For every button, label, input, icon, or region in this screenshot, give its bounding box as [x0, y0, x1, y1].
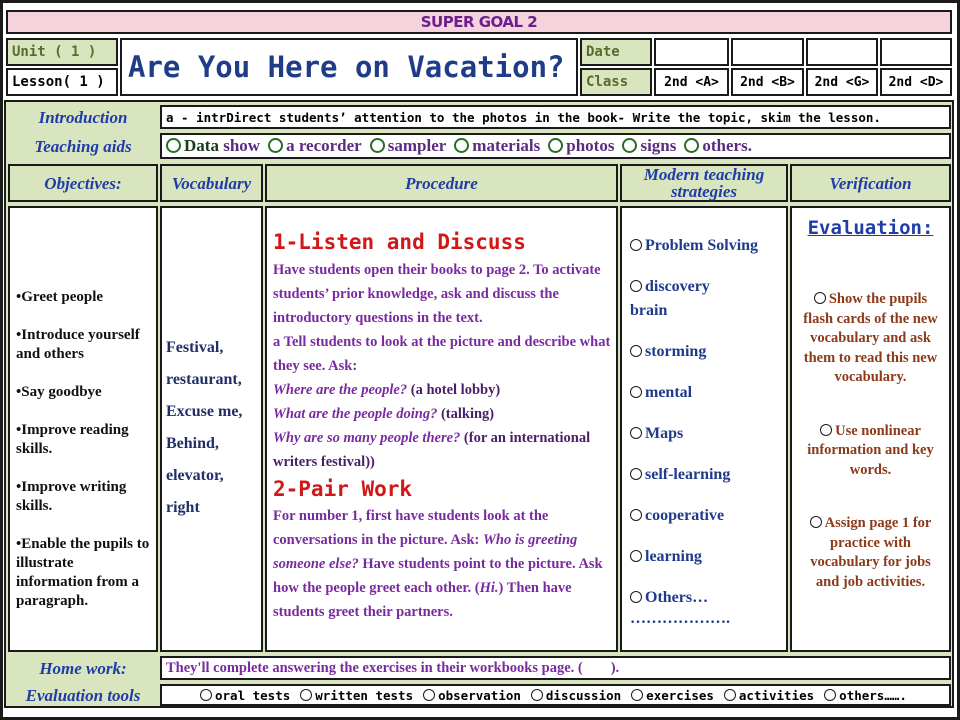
aid-sampler[interactable]	[370, 136, 447, 156]
objective-item: •Enable the pupils to illustrate information from a paragraph.	[16, 536, 150, 609]
aid-signs[interactable]	[622, 136, 676, 156]
radio-circle-icon	[630, 280, 642, 292]
date-cell-d[interactable]	[880, 38, 952, 66]
class-cell-g	[806, 68, 878, 96]
class-d-label: 2nd <D>	[888, 74, 944, 90]
question-1: Where are the people? (a hotel lobby)	[273, 382, 501, 398]
strategy-mental[interactable]: mental	[630, 381, 782, 405]
evaluation-tools-box	[160, 684, 951, 706]
introduction-text: a - intrDirect students’ attention to the photos in the book- Write the topic, skim the lesson.	[166, 109, 881, 125]
class-a-label: 2nd <A>	[664, 74, 719, 90]
aid-materials[interactable]	[454, 136, 540, 156]
radio-circle-icon	[630, 345, 642, 357]
verification-item: Show the pupils flash cards of the new vocabulary and ask them to read this new vocabulary.	[803, 291, 938, 385]
lesson-label: Lesson( 1 )	[12, 74, 105, 90]
section1-title: 1-Listen and Discuss	[273, 230, 526, 254]
tool-observation[interactable]: observation	[423, 688, 521, 703]
radio-circle-icon	[630, 550, 642, 562]
aid-photos[interactable]	[548, 136, 614, 156]
introduction-text-box	[160, 105, 951, 129]
radio-circle-icon	[630, 386, 642, 398]
procedure-header: Procedure	[265, 164, 618, 202]
radio-circle-icon	[531, 689, 543, 701]
radio-circle-icon	[300, 689, 312, 701]
strategies-header: Modern teaching strategies	[620, 164, 788, 202]
radio-circle-icon	[684, 138, 699, 153]
objective-item: •Improve reading skills.	[16, 422, 129, 457]
aid-recorder[interactable]	[268, 136, 362, 156]
date-cell-g[interactable]	[806, 38, 878, 66]
homework-label: Home work:	[39, 658, 127, 678]
vocab-word: Excuse me,	[166, 403, 243, 420]
vocab-word: elevator,	[166, 467, 224, 484]
aid-rest: show	[218, 136, 261, 155]
objectives-header: Objectives:	[8, 164, 158, 202]
strategy-dots: ……………….	[630, 610, 730, 627]
class-label-box	[580, 68, 652, 96]
radio-circle-icon	[630, 591, 642, 603]
vocab-word: Behind,	[166, 435, 219, 452]
evaluation-tools-label: Evaluation tools	[25, 685, 141, 705]
question-2: What are the people doing? (talking)	[273, 406, 495, 422]
verification-item: Use nonlinear information and key words.	[807, 422, 934, 478]
class-label: Class	[586, 74, 629, 90]
unit-box	[6, 38, 118, 66]
question-3: Why are so many people there? (for an international writers festival))	[273, 430, 591, 470]
vocab-word: Festival,	[166, 339, 224, 356]
radio-circle-icon	[630, 509, 642, 521]
vocab-word: right	[166, 499, 200, 516]
class-g-label: 2nd <G>	[814, 74, 870, 90]
strategy-learning[interactable]: learning	[630, 545, 782, 569]
aid-rest: materials	[472, 136, 541, 155]
tool-others[interactable]: others…….	[824, 688, 907, 703]
radio-circle-icon	[631, 689, 643, 701]
aid-lead: Data	[184, 136, 219, 155]
strategy-others[interactable]: Others…	[630, 586, 782, 610]
super-goal-bar	[6, 10, 952, 34]
date-cell-a[interactable]	[654, 38, 729, 66]
aid-rest: photos	[566, 136, 615, 155]
radio-circle-icon	[810, 516, 822, 528]
aid-rest: a recorder	[286, 136, 362, 155]
strategy-problem-solving[interactable]: Problem Solving	[630, 234, 782, 258]
radio-circle-icon	[630, 468, 642, 480]
objective-item: •Greet people	[16, 289, 104, 305]
radio-circle-icon	[724, 689, 736, 701]
objective-item: •Improve writing skills.	[16, 479, 127, 514]
lesson-title: Are You Here on Vacation?	[128, 50, 565, 84]
radio-circle-icon	[454, 138, 469, 153]
homework-box	[160, 656, 951, 680]
teaching-aids-box	[160, 133, 951, 159]
lesson-box	[6, 68, 118, 96]
procedure-cell	[265, 206, 618, 652]
aid-others[interactable]	[684, 136, 752, 156]
verification-item: Assign page 1 for practice with vocabulary for jobs and job activities.	[810, 515, 932, 590]
tool-discussion[interactable]: discussion	[531, 688, 621, 703]
strategy-discovery-brain[interactable]: discovery brain	[630, 278, 710, 319]
class-cell-a	[654, 68, 729, 96]
objectives-list	[16, 288, 152, 611]
vocab-word: restaurant,	[166, 371, 242, 388]
radio-circle-icon	[200, 689, 212, 701]
objectives-cell	[8, 206, 158, 652]
tool-exercises[interactable]: exercises	[631, 688, 714, 703]
radio-circle-icon	[622, 138, 637, 153]
aid-rest: sampler	[387, 136, 447, 155]
evaluation-title: Evaluation:	[807, 217, 934, 239]
teaching-aids-label: Teaching aids	[34, 136, 132, 156]
radio-circle-icon	[268, 138, 283, 153]
class-cell-d	[880, 68, 952, 96]
tool-activities[interactable]: activities	[724, 688, 814, 703]
strategy-self-learning[interactable]: self-learning	[630, 463, 782, 487]
homework-text-end: ).	[610, 659, 620, 676]
unit-label: Unit ( 1 )	[12, 44, 97, 60]
vocabulary-cell	[160, 206, 263, 652]
radio-circle-icon	[630, 239, 642, 251]
radio-circle-icon	[814, 292, 826, 304]
homework-text: They'll complete answering the exercises in their workbooks page. (	[166, 659, 583, 676]
radio-circle-icon	[166, 138, 181, 153]
strategies-cell	[620, 206, 788, 652]
super-goal-title: SUPER GOAL 2	[420, 13, 538, 31]
objective-item: •Say goodbye	[16, 384, 102, 400]
radio-circle-icon	[630, 427, 642, 439]
class-b-label: 2nd <B>	[740, 74, 795, 90]
tool-oral-tests[interactable]: oral tests	[200, 688, 290, 703]
date-label: Date	[586, 44, 620, 60]
introduction-label: Introduction	[38, 107, 128, 127]
class-cell-b	[731, 68, 804, 96]
lesson-title-box	[120, 38, 578, 96]
radio-circle-icon	[824, 689, 836, 701]
strategy-storming[interactable]: storming	[630, 340, 782, 364]
section2-paragraph: For number 1, first have students look at the conversations in the picture. Ask: Who is greeting someone else? Have students point to the picture. Ask how the people greet each other. (Hi.) Then have students greet their partners.	[273, 508, 603, 620]
aid-data-show[interactable]	[166, 136, 260, 156]
verification-header: Verification	[790, 164, 951, 202]
date-cell-b[interactable]	[731, 38, 804, 66]
aid-rest: others.	[702, 136, 752, 155]
aid-rest: signs	[640, 136, 677, 155]
radio-circle-icon	[370, 138, 385, 153]
section2-title: 2-Pair Work	[273, 477, 413, 501]
strategy-cooperative[interactable]: cooperative	[630, 504, 782, 528]
radio-circle-icon	[423, 689, 435, 701]
section1-paragraph2: a Tell students to look at the picture and describe what they see. Ask:	[273, 334, 611, 374]
date-label-box	[580, 38, 652, 66]
vocabulary-header: Vocabulary	[160, 164, 263, 202]
tool-written-tests[interactable]: written tests	[300, 688, 413, 703]
objective-item: •Introduce yourself and others	[16, 327, 140, 362]
radio-circle-icon	[548, 138, 563, 153]
strategy-maps[interactable]: Maps	[630, 422, 782, 446]
radio-circle-icon	[820, 424, 832, 436]
verification-cell	[790, 206, 951, 652]
section1-paragraph1: Have students open their books to page 2. To activate students’ prior knowledge, ask and discuss the introductory questions in the text.	[273, 262, 601, 326]
